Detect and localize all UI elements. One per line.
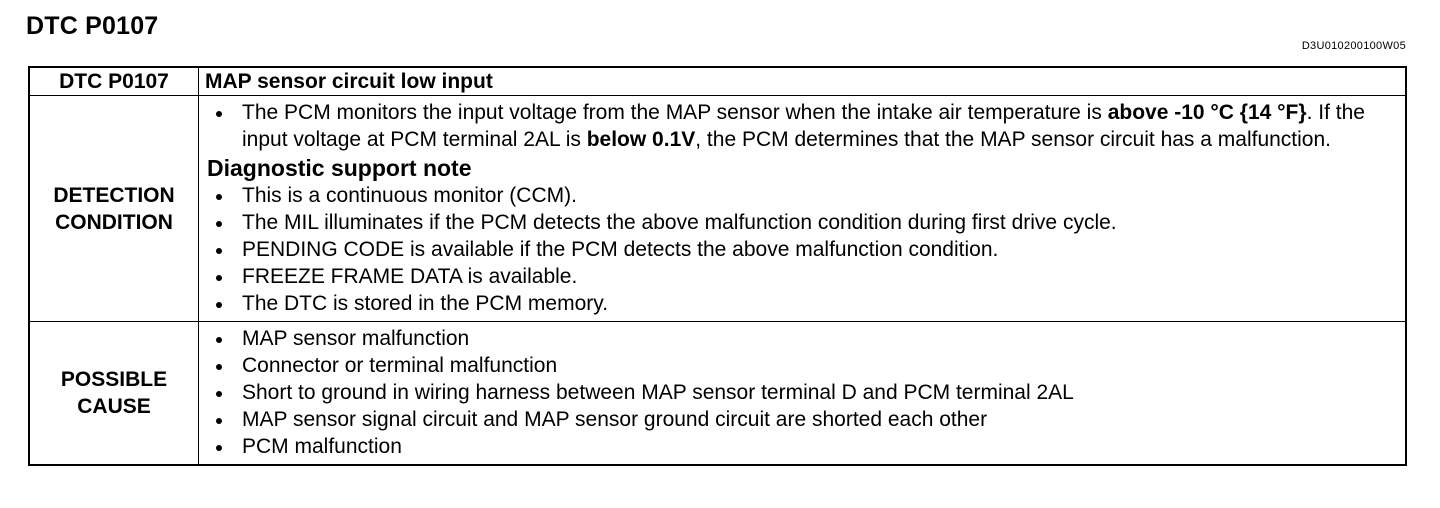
voltage-threshold: below 0.1V: [586, 128, 696, 151]
list-item: This is a continuous monitor (CCM).: [207, 182, 1397, 209]
temperature-threshold: above -10 °C {14 °F}: [1107, 101, 1307, 124]
list-item: PENDING CODE is available if the PCM detects the above malfunction condition.: [207, 236, 1397, 263]
detection-label-line2: CONDITION: [55, 210, 173, 234]
page-title: DTC P0107: [26, 12, 159, 40]
list-item: The MIL illuminates if the PCM detects the above malfunction condition during first drive cycle.: [207, 209, 1397, 236]
detection-text-1: The PCM monitors the input voltage from the MAP sensor when the intake air temperature is: [242, 101, 1108, 124]
detection-condition-label: [29, 96, 199, 322]
detection-bullets: [207, 99, 1397, 153]
diagnostic-support-heading: Diagnostic support note: [207, 155, 472, 181]
detection-text-3: , the PCM determines that the MAP sensor circuit has a malfunction.: [695, 128, 1331, 151]
cause-list: [207, 325, 1397, 460]
dtc-table: [28, 66, 1407, 466]
list-item: FREEZE FRAME DATA is available.: [207, 263, 1397, 290]
list-item: PCM malfunction: [207, 433, 1397, 460]
list-item: Short to ground in wiring harness between MAP sensor terminal D and PCM terminal 2AL: [207, 379, 1397, 406]
table-header-row: [29, 67, 1406, 96]
dtc-code-cell: DTC P0107: [29, 67, 199, 96]
detection-label-line1: DETECTION: [53, 183, 175, 207]
cause-label-line1: POSSIBLE: [60, 368, 168, 391]
dtc-description-cell: MAP sensor circuit low input: [199, 67, 1407, 96]
possible-cause-label: [29, 322, 199, 466]
possible-cause-row: [29, 322, 1406, 466]
possible-cause-content: [199, 322, 1407, 466]
detection-condition-content: [199, 96, 1407, 322]
list-item: Connector or terminal malfunction: [207, 352, 1397, 379]
detection-main-bullet: [207, 99, 1397, 153]
list-item: MAP sensor malfunction: [207, 325, 1397, 352]
detection-condition-row: [29, 96, 1406, 322]
list-item: The DTC is stored in the PCM memory.: [207, 290, 1397, 317]
document-code: D3U010200100W05: [1301, 40, 1406, 52]
support-note-list: [207, 182, 1397, 317]
cause-label-line2: CAUSE: [77, 395, 151, 418]
detection-text-2: . If the input voltage at PCM terminal 2AL is: [242, 101, 1365, 151]
list-item: MAP sensor signal circuit and MAP sensor ground circuit are shorted each other: [207, 406, 1397, 433]
